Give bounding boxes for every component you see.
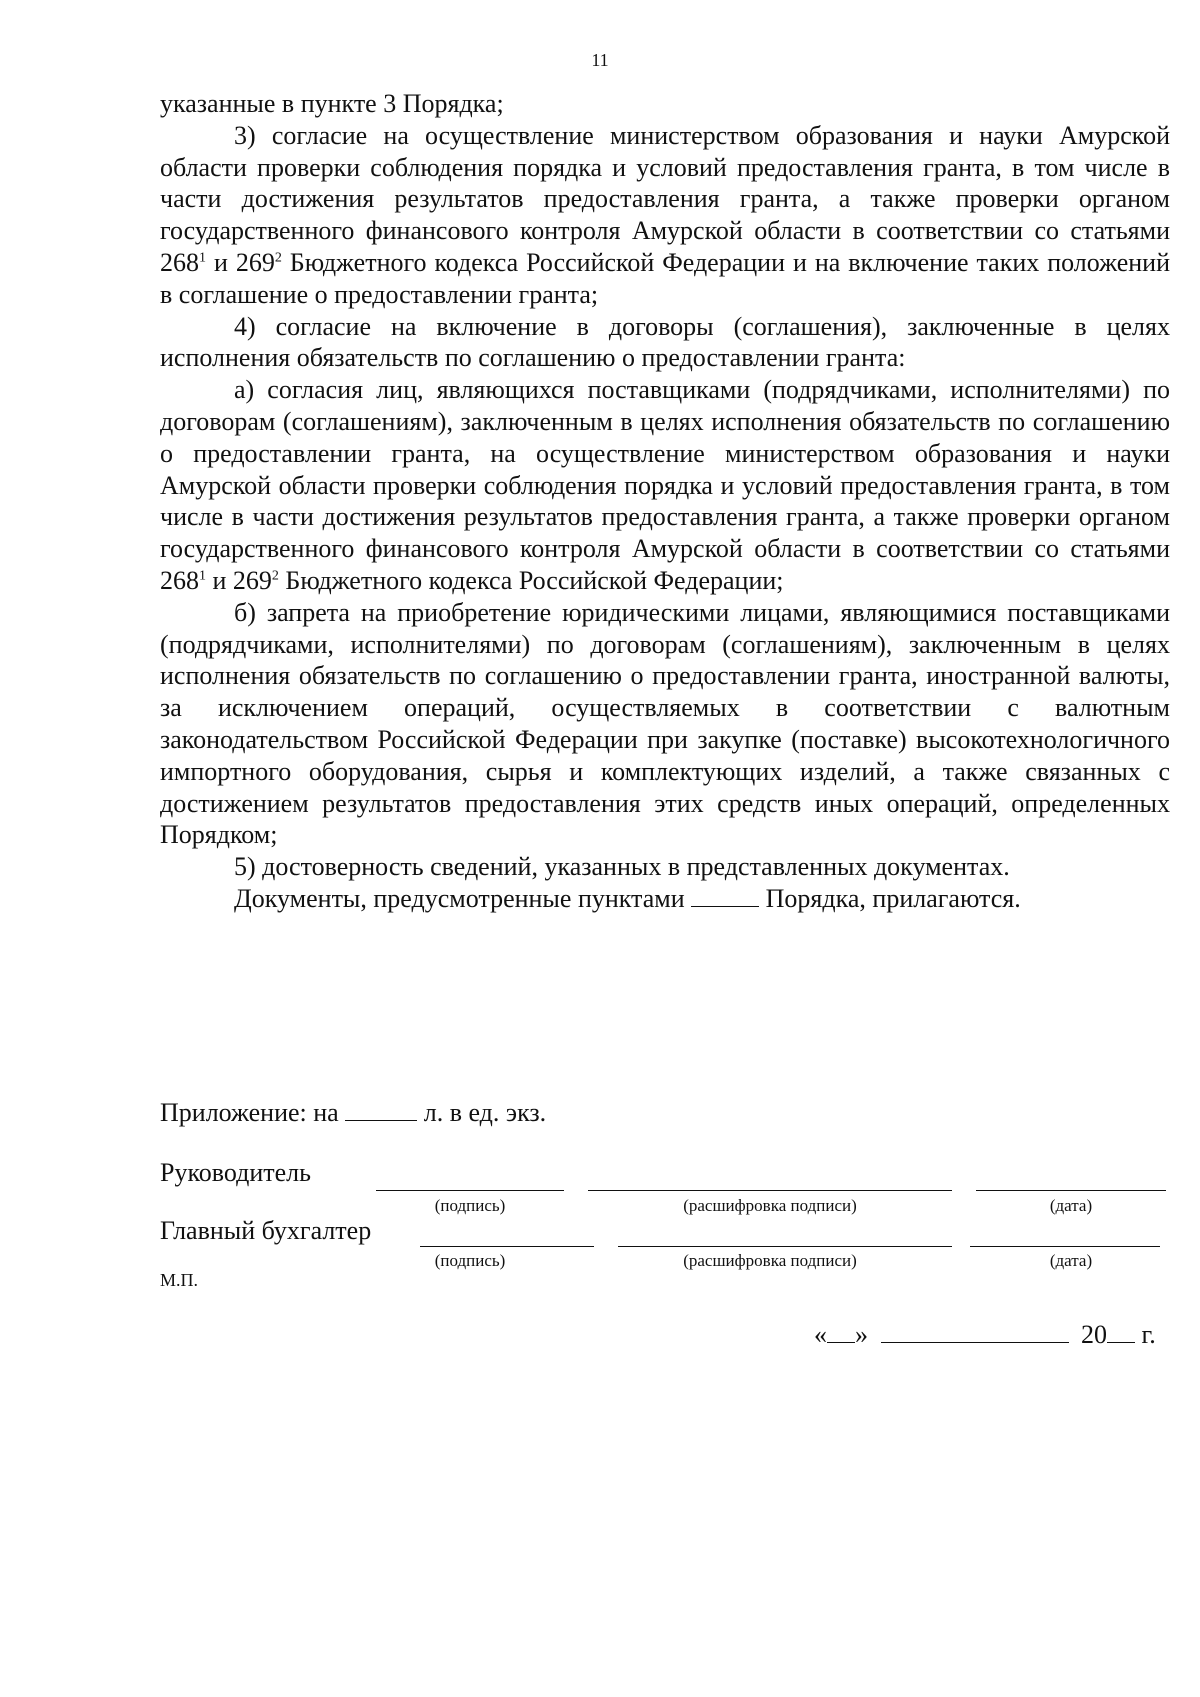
attachment-line [160, 1098, 546, 1128]
year-suffix: г. [1135, 1320, 1156, 1349]
paragraph-text: Порядка, прилагаются. [759, 883, 1021, 913]
caption-decoding: (расшифровка подписи) [683, 1251, 857, 1270]
blank-field-month[interactable] [881, 1318, 1069, 1343]
blank-field-day[interactable] [827, 1318, 855, 1343]
superscript: 1 [199, 568, 206, 584]
head-date-line[interactable] [976, 1190, 1166, 1191]
blank-field-year[interactable] [1107, 1318, 1135, 1343]
quote-close: » [855, 1320, 868, 1349]
paragraph-text: Документы, предусмотренные пунктами [234, 883, 692, 913]
blank-field-items[interactable] [691, 884, 759, 907]
superscript: 1 [199, 250, 206, 266]
blank-field-sheets[interactable] [345, 1098, 417, 1121]
stamp-place: М.П. [160, 1270, 199, 1290]
attachment-suffix: л. в ед. экз. [417, 1098, 547, 1127]
paragraph-item-4 [160, 311, 1170, 375]
accountant-date-line[interactable] [970, 1246, 1160, 1247]
paragraph-continuation [160, 88, 1170, 120]
paragraph-item-5 [160, 851, 1170, 883]
caption-date: (дата) [1049, 1251, 1093, 1270]
date-line [814, 1318, 1156, 1350]
paragraph-text: 5) достоверность сведений, указанных в представленных документах. [234, 852, 1010, 882]
document-body [160, 88, 1170, 915]
year-prefix: 20 [1081, 1320, 1107, 1349]
head-signature-line[interactable] [376, 1190, 564, 1191]
paragraph-documents [160, 883, 1170, 915]
accountant-decoding-line[interactable] [618, 1246, 952, 1247]
head-label: Руководитель [160, 1158, 311, 1187]
superscript: 2 [274, 250, 282, 266]
paragraph-item-4b [160, 597, 1170, 851]
paragraph-text: и 269 [206, 247, 275, 277]
paragraph-text: и 269 [206, 565, 272, 595]
paragraph-item-3 [160, 120, 1170, 311]
paragraph-text: Бюджетного кодекса Российской Федерации; [278, 565, 784, 595]
head-decoding-line[interactable] [588, 1190, 952, 1191]
caption-date: (дата) [1049, 1196, 1093, 1215]
attachment-label: Приложение: на [160, 1098, 346, 1127]
caption-signature: (подпись) [434, 1251, 506, 1270]
quote-open: « [814, 1320, 827, 1349]
caption-signature: (подпись) [434, 1196, 506, 1215]
page-number: 11 [591, 50, 609, 70]
accountant-signature-line[interactable] [420, 1246, 594, 1247]
paragraph-text: а) согласия лиц, являющихся поставщиками (подрядчиками, исполнителями) по договорам (соглашениям), заключенным в целях исполнения обязательств по соглашению о предоставлении гранта, на осуществление министерством образования и науки Амурской области проверки соблюдения порядка и условий предоставления гранта, в том числе в части достижения результатов предоставления гранта, а также проверки органом государственного финансового контроля Амурской области в соответствии со статьями 268 [160, 375, 1170, 595]
paragraph-text: 4) согласие на включение в договоры (соглашения), заключенные в целях исполнения обязательств по соглашению о предоставлении гранта: [160, 311, 1170, 373]
accountant-label: Главный бухгалтер [160, 1216, 372, 1245]
paragraph-text: 3) согласие на осуществление министерством образования и науки Амурской области проверки соблюдения порядка и условий предоставления гранта, в том числе в части достижения результатов предоставления гранта, а также проверки органом государственного финансового контроля Амурской области в соответствии со статьями 268 [160, 120, 1170, 277]
paragraph-item-4a [160, 374, 1170, 597]
paragraph-text: указанные в пункте 3 Порядка; [160, 89, 504, 118]
caption-decoding: (расшифровка подписи) [683, 1196, 857, 1215]
paragraph-text: Бюджетного кодекса Российской Федерации и на включение таких положений в соглашение о предоставлении гранта; [160, 247, 1170, 309]
paragraph-text: б) запрета на приобретение юридическими лицами, являющимися поставщиками (подрядчиками, исполнителями) по договорам (соглашениям), заключенным в целях исполнения обязательств по соглашению о предоставлении гранта, иностранной валюты, за исключением операций, осуществляемых в соответствии с валютным законодательством Российской Федерации при закупке (поставке) высокотехнологичного импортного оборудования, сырья и комплектующих изделий, а также связанных с достижением результатов предоставления этих средств иных операций, определенных Порядком; [160, 597, 1170, 850]
superscript: 2 [271, 568, 279, 584]
